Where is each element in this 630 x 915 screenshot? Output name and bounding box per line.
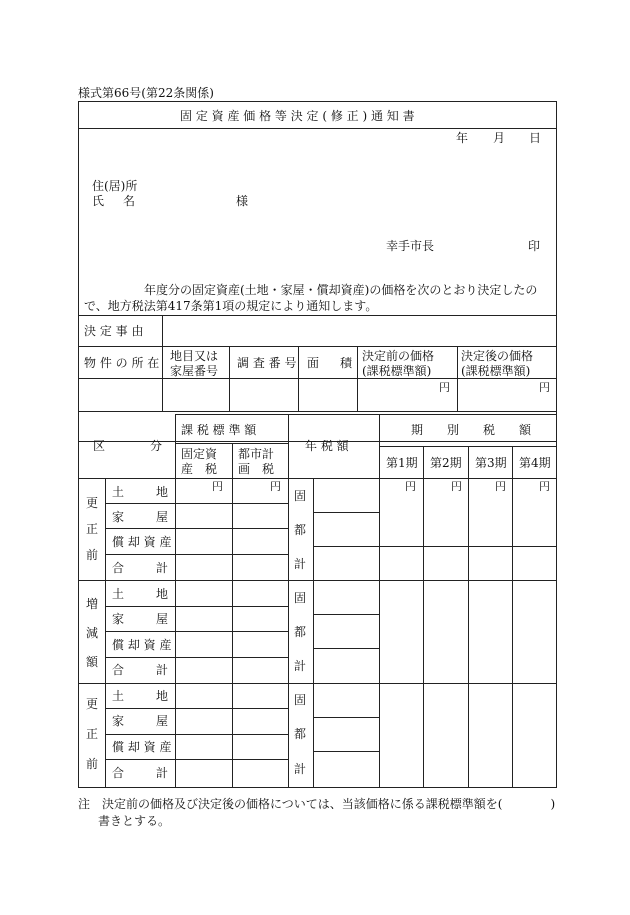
chimoku-label-1: 地目又は (170, 349, 219, 363)
form-number: 様式第66号(第22条関係) (78, 86, 214, 100)
form-title: 固 定 資 産 価 格 等 決 定 ( 修 正 ) 通 知 書 (180, 109, 415, 123)
group-3-label-1: 更 (86, 697, 99, 711)
group-2-label-3: 額 (86, 655, 99, 669)
period-4-yen: 円 (539, 480, 550, 493)
date-month: 月 (493, 131, 506, 145)
row-depreciable: 償 却 資 産 (112, 638, 172, 652)
row-house-a: 家 (112, 612, 125, 626)
row-land-a: 土 (112, 587, 125, 601)
tax-kind-total: 計 (294, 557, 307, 571)
name-label-2: 名 (123, 194, 136, 208)
kotei-label-2: 産 税 (181, 462, 218, 476)
period-2-label: 第2期 (430, 456, 462, 470)
row-house-a: 家 (112, 510, 125, 524)
group-1-label-3: 前 (86, 548, 99, 562)
tax-kind-kotei: 固 (294, 489, 307, 503)
row-total-b: 計 (156, 561, 169, 575)
group-2-label-1: 増 (86, 597, 99, 611)
period-1-yen: 円 (405, 480, 416, 493)
group-3-label-3: 前 (86, 757, 99, 771)
group-1-label-2: 正 (86, 522, 99, 536)
row-house-b: 屋 (156, 612, 169, 626)
after-price-label-2: (課税標準額) (461, 364, 531, 378)
group-1-label-1: 更 (86, 496, 99, 510)
group-2-label-2: 減 (86, 626, 99, 640)
kotei-yen: 円 (212, 480, 223, 493)
date-year: 年 (456, 131, 469, 145)
after-price-label-1: 決定後の価格 (461, 349, 534, 363)
kazei-label: 課 税 標 準 額 (181, 423, 257, 437)
period-3-label: 第3期 (475, 456, 507, 470)
row-total-b: 計 (156, 766, 169, 780)
body-line-2: で、地方税法第417条第1項の規定により通知します。 (84, 299, 378, 313)
toshi-label-1: 都市計 (238, 447, 275, 461)
nenzei-label: 年 税 額 (305, 439, 349, 453)
name-label-1: 氏 (92, 194, 105, 208)
kubun-label-1: 区 (93, 439, 106, 453)
area-label-2: 積 (340, 356, 353, 370)
row-house-a: 家 (112, 714, 125, 728)
tax-kind-toshi: 都 (294, 625, 307, 639)
address-label: 住(居)所 (92, 179, 138, 193)
seal-mark: 印 (528, 239, 541, 253)
tax-kind-toshi: 都 (294, 727, 307, 741)
tax-kind-kotei: 固 (294, 693, 307, 707)
survey-number-label: 調 査 番 号 (237, 356, 297, 370)
toshi-label-2: 画 税 (238, 462, 275, 476)
note-line-1: 注 決定前の価格及び決定後の価格については、当該価格に係る課税標準額を( ) (78, 797, 556, 811)
period-3-yen: 円 (495, 480, 506, 493)
after-price-yen: 円 (539, 381, 550, 394)
chimoku-label-2: 家屋番号 (170, 364, 219, 378)
kotei-label-1: 固定資 (181, 447, 218, 461)
before-price-yen: 円 (439, 381, 450, 394)
tax-kind-total: 計 (294, 762, 307, 776)
toshi-yen: 円 (270, 480, 281, 493)
reason-label: 決 定 事 由 (84, 324, 144, 338)
period-1-label: 第1期 (386, 456, 418, 470)
date-day: 日 (529, 131, 542, 145)
kubun-label-2: 分 (150, 439, 163, 453)
row-house-b: 屋 (156, 714, 169, 728)
tax-kind-total: 計 (294, 659, 307, 673)
tax-kind-toshi: 都 (294, 523, 307, 537)
row-land-a: 土 (112, 485, 125, 499)
row-land-b: 地 (156, 485, 169, 499)
row-land-b: 地 (156, 587, 169, 601)
area-label-1: 面 (307, 356, 320, 370)
row-depreciable: 償 却 資 産 (112, 740, 172, 754)
honorific: 様 (236, 194, 249, 208)
row-total-b: 計 (156, 663, 169, 677)
note-line-2: 書きとする。 (98, 814, 171, 828)
before-price-label-2: (課税標準額) (362, 364, 432, 378)
row-land-a: 土 (112, 689, 125, 703)
kibetsu-label: 期 別 税 額 (411, 423, 532, 437)
period-2-yen: 円 (451, 480, 462, 493)
group-3-label-2: 正 (86, 727, 99, 741)
tax-kind-kotei: 固 (294, 591, 307, 605)
row-depreciable: 償 却 資 産 (112, 535, 172, 549)
row-total-a: 合 (112, 766, 125, 780)
issuer: 幸手市長 (386, 239, 435, 253)
row-total-a: 合 (112, 561, 125, 575)
row-total-a: 合 (112, 663, 125, 677)
location-label: 物 件 の 所 在 (84, 356, 160, 370)
before-price-label-1: 決定前の価格 (362, 349, 435, 363)
body-line-1: 年度分の固定資産(土地・家屋・償却資産)の価格を次のとおり決定したの (144, 283, 538, 297)
row-land-b: 地 (156, 689, 169, 703)
period-4-label: 第4期 (519, 456, 551, 470)
row-house-b: 屋 (156, 510, 169, 524)
